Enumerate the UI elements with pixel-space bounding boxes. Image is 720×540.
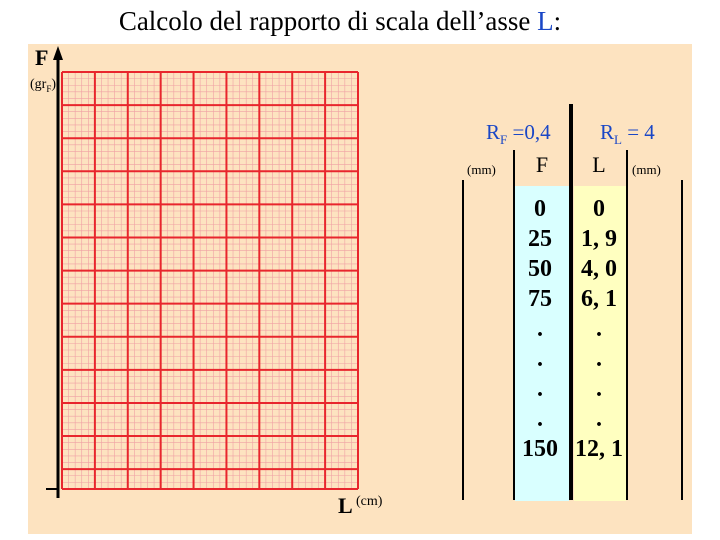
unit-right: (mm): [632, 162, 661, 177]
column-header-L: L: [592, 152, 606, 177]
title-colon: :: [553, 6, 562, 36]
table-cell-L: .: [596, 376, 602, 402]
table-cell-F: .: [537, 346, 543, 372]
table-cell-F: 25: [528, 226, 552, 252]
ratio-rl: $R_L = 4$: [600, 120, 655, 148]
table-cell-L: .: [596, 346, 602, 372]
y-axis-unit: $(gr_F)$: [30, 77, 57, 94]
table-cell-F: .: [537, 406, 543, 432]
table-cell-L: 12, 1: [575, 436, 623, 462]
grid-minor-lines: [62, 72, 358, 489]
x-axis-unit: (cm): [356, 494, 383, 509]
table-border-right: [681, 180, 683, 500]
table-cell-F: 150: [522, 436, 558, 462]
table-cell-L: 6, 1: [581, 286, 617, 312]
y-axis-arrow: [53, 46, 63, 60]
y-axis-label: F: [35, 45, 49, 70]
x-axis-label: L: [338, 493, 353, 518]
table-cell-L: 0: [593, 196, 605, 222]
table-cell-F: .: [537, 316, 543, 342]
grid-major-lines: [62, 72, 358, 489]
table-cell-L: 4, 0: [581, 256, 617, 282]
table-cell-F: 50: [528, 256, 552, 282]
table-cell-F: .: [537, 376, 543, 402]
column-header-F: F: [535, 152, 549, 177]
table-cell-L: 1, 9: [581, 226, 617, 252]
title-text: Calcolo del rapporto di scala dell’asse: [118, 6, 538, 36]
column-L-values: [570, 194, 628, 464]
table-cell-F: 0: [534, 196, 546, 222]
ratio-rf: $R_F =0,4$: [486, 120, 551, 148]
table-border-left: [462, 180, 464, 500]
table-cell-L: .: [596, 406, 602, 432]
title-axis-name: L: [537, 6, 554, 36]
unit-left: (mm): [467, 162, 496, 177]
column-F-values: [511, 194, 569, 464]
table-cell-L: .: [596, 316, 602, 342]
table-cell-F: 75: [528, 286, 552, 312]
